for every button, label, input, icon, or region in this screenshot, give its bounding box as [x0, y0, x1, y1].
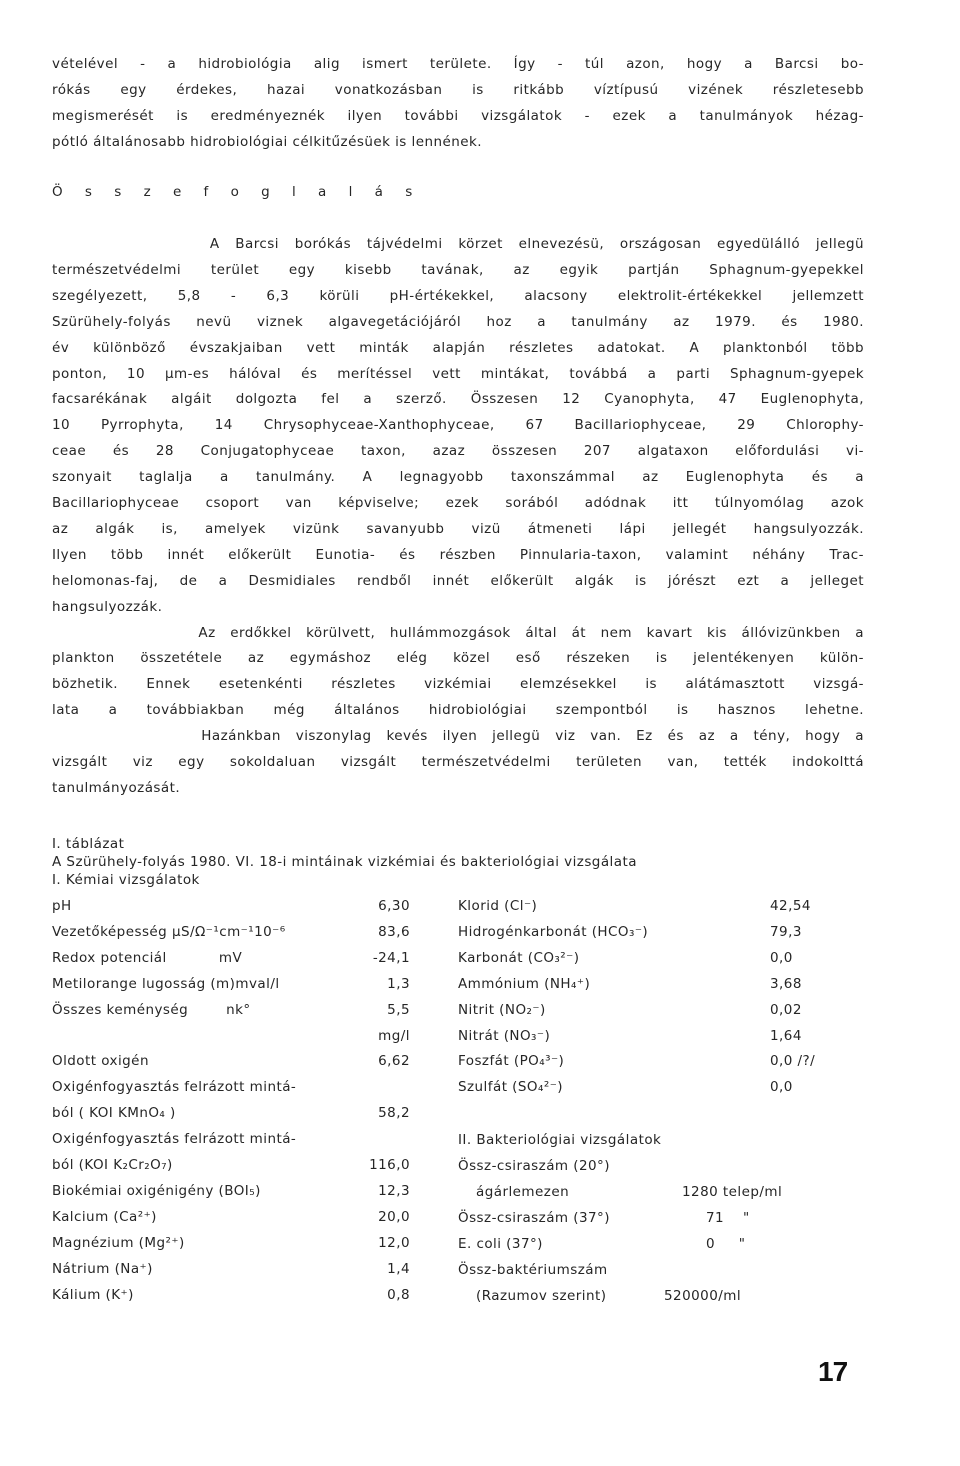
- table-row-value: 83,6: [378, 923, 410, 940]
- summary-heading: Ö s s z e f o g l a l á s: [52, 184, 422, 200]
- table-row-label: ból (KOI K₂Cr₂O₇): [52, 1157, 173, 1173]
- table-row-label: Oldott oxigén: [52, 1053, 149, 1070]
- table-row-value: 79,3: [770, 923, 802, 940]
- table-row-label: Redox potenciál mV: [52, 949, 243, 966]
- summary-line: A Barcsi borókás tájvédelmi körzet elnevezésü, országosan egyedülálló jellegü: [52, 236, 864, 252]
- table-row-value: 1280 telep/ml: [682, 1183, 783, 1200]
- table-row-value: 42,54: [770, 898, 811, 914]
- summary-line: természetvédelmi terület egy kisebb tavának, az egyik partján Sphagnum-gyepekkel: [52, 261, 864, 278]
- summary-line: bözhetik. Ennek esetenkénti részletes vizkémiai elemzésekkel is alátámasztott vizsgá-: [52, 676, 864, 693]
- table-row-label: Szulfát (SO₄²⁻): [458, 1079, 564, 1096]
- summary-line: Az erdőkkel körülvett, hullámmozgások által át nem kavart kis állóvizünkben a: [52, 624, 864, 641]
- table-label: I. táblázat: [52, 836, 125, 852]
- table-row-label: Össz-csiraszám (37°): [458, 1209, 610, 1226]
- summary-line: 10 Pyrrophyta, 14 Chrysophyceae-Xanthophyceae, 67 Bacillariophyceae, 29 Chlorophy-: [52, 417, 864, 434]
- summary-line: lata a továbbiakban még általános hidrobiológiai szempontból is hasznos lehetne.: [52, 702, 864, 719]
- table-row-label: Össz-csiraszám (20°): [458, 1158, 610, 1174]
- summary-line: szegélyezett, 5,8 - 6,3 körüli pH-értékekkel, alacsony elektrolit-értékekkel jellemzett: [52, 287, 864, 304]
- table-row-value: 12,3: [378, 1182, 410, 1199]
- table-row-label: Összes keménység nk°: [52, 1001, 251, 1018]
- table-row-value: 6,62: [378, 1053, 410, 1070]
- table-row-value: 0,0: [770, 1079, 793, 1096]
- table-row-label: pH: [52, 898, 72, 914]
- table-row-label: Kalcium (Ca²⁺): [52, 1208, 157, 1225]
- table-subtitle-chemical: I. Kémiai vizsgálatok: [52, 872, 200, 888]
- table-row-value: 71 ": [706, 1209, 750, 1226]
- table-row-label: Klorid (Cl⁻): [458, 898, 538, 914]
- intro-line: pótló általánosabb hidrobiológiai célkitűzésüek is lennének.: [52, 134, 483, 150]
- table-row-label: Nátrium (Na⁺): [52, 1260, 153, 1277]
- intro-line: rókás egy érdekes, hazai vonatkozásban is ritkább víztípusú vizének részletesebb: [52, 82, 864, 98]
- table-row-value: 0,02: [770, 1001, 802, 1018]
- table-row-value: mg/l: [378, 1027, 410, 1044]
- table-row-label: Magnézium (Mg²⁺): [52, 1234, 185, 1251]
- table-row-value: 12,0: [378, 1234, 410, 1251]
- table-row-label: Foszfát (PO₄³⁻): [458, 1053, 565, 1070]
- summary-line: tanulmányozását.: [52, 779, 181, 796]
- summary-line: facsarékának algáit dolgozta fel a szerző. Összesen 12 Cyanophyta, 47 Euglenophyta,: [52, 391, 864, 408]
- table-row-label: Kálium (K⁺): [52, 1286, 134, 1303]
- page-number: 17: [818, 1356, 848, 1387]
- table-row-value: 5,5: [387, 1001, 410, 1018]
- table-row-value: 0,0: [770, 949, 793, 966]
- table-title: A Szürühely-folyás 1980. VI. 18-i mintáinak vizkémiai és bakteriológiai vizsgálata: [52, 854, 637, 870]
- summary-line: ponton, 10 µm-es hálóval és merítéssel vett mintákat, továbbá a parti Sphagnum-gyepek: [52, 365, 864, 382]
- table-row-value: 520000/ml: [664, 1287, 742, 1304]
- table-row-label: Nitrit (NO₂⁻): [458, 1001, 546, 1018]
- summary-line: év különböző évszakjaiban vett minták alapján részletes adatokat. A planktonból több: [52, 339, 864, 356]
- table-row-label: Ammónium (NH₄⁺): [458, 975, 591, 992]
- table-row-label: Oxigénfogyasztás felrázott mintá-: [52, 1079, 297, 1096]
- intro-line: megismerését is eredményeznék ilyen további vizsgálatok - ezek a tanulmányok hézag-: [52, 108, 864, 124]
- summary-line: Ilyen több innét előkerült Eunotia- és részben Pinnularia-taxon, valamint néhány Trac-: [52, 546, 864, 563]
- table-row-value: -24,1: [372, 949, 410, 966]
- table-row-label: Össz-baktériumszám: [458, 1261, 608, 1278]
- table-subtitle-bacteriological: II. Bakteriológiai vizsgálatok: [458, 1132, 662, 1148]
- table-row-value: 6,30: [378, 898, 410, 914]
- table-row-label: Hidrogénkarbonát (HCO₃⁻): [458, 923, 649, 940]
- summary-line: Hazánkban viszonylag kevés ilyen jellegü viz van. Ez és az a tény, hogy a: [52, 728, 864, 745]
- table-row-value: 3,68: [770, 975, 802, 992]
- table-row-label: Karbonát (CO₃²⁻): [458, 949, 580, 966]
- table-row-label: Oxigénfogyasztás felrázott mintá-: [52, 1131, 297, 1148]
- summary-line: ceae és 28 Conjugatophyceae taxon, azaz összesen 207 algataxon előfordulási vi-: [52, 443, 864, 460]
- table-row-value: 1,3: [387, 975, 410, 992]
- table-row-value: 1,64: [770, 1027, 802, 1044]
- table-row-label: Metilorange lugosság (m)mval/l: [52, 975, 280, 992]
- table-row-value: 0,0 /?/: [770, 1053, 816, 1070]
- summary-line: helomonas-faj, de a Desmidiales rendből innét előkerült algák is jórészt ezt a jelleget: [52, 572, 864, 589]
- summary-line: plankton összetétele az egymáshoz elég közel eső részeken is jelentékenyen külön-: [52, 650, 864, 667]
- summary-line: hangsulyozzák.: [52, 598, 163, 615]
- summary-line: Bacillariophyceae csoport van képviselve; ezek sorából adódnak itt túlnyomólag azok: [52, 495, 864, 511]
- table-row-label: E. coli (37°): [458, 1235, 543, 1252]
- table-row-value: 0 ": [706, 1235, 746, 1252]
- table-row-value: 0,8: [387, 1286, 410, 1303]
- intro-line: vételével - a hidrobiológia alig ismert területe. Így - túl azon, hogy a Barcsi bo-: [52, 56, 864, 72]
- table-row-value: 58,2: [378, 1105, 410, 1122]
- table-row-value: 116,0: [369, 1157, 410, 1173]
- table-row-label: (Razumov szerint): [476, 1287, 607, 1304]
- summary-line: vizsgált viz egy sokoldaluan vizsgált természetvédelmi területen van, tették indokolttá: [52, 754, 864, 770]
- summary-line: az algák is, amelyek vizünk savanyubb vizü átmeneti lápi jellegét hangsulyozzák.: [52, 520, 864, 537]
- summary-line: Szürühely-folyás nevü viznek algavegetációjáról hoz a tanulmány az 1979. és 1980.: [52, 313, 864, 330]
- table-row-value: 20,0: [378, 1208, 410, 1225]
- table-row-value: 1,4: [387, 1260, 410, 1277]
- table-row-label: ágárlemezen: [476, 1183, 570, 1200]
- table-row-label: Biokémiai oxigénigény (BOI₅): [52, 1182, 261, 1199]
- summary-line: szonyait taglalja a tanulmány. A legnagyobb taxonszámmal az Euglenophyta és a: [52, 469, 864, 486]
- table-row-label: Vezetőképesség µS/Ω⁻¹cm⁻¹10⁻⁶: [52, 923, 286, 940]
- table-row-label: ból ( KOI KMnO₄ ): [52, 1105, 176, 1122]
- table-row-label: Nitrát (NO₃⁻): [458, 1027, 551, 1044]
